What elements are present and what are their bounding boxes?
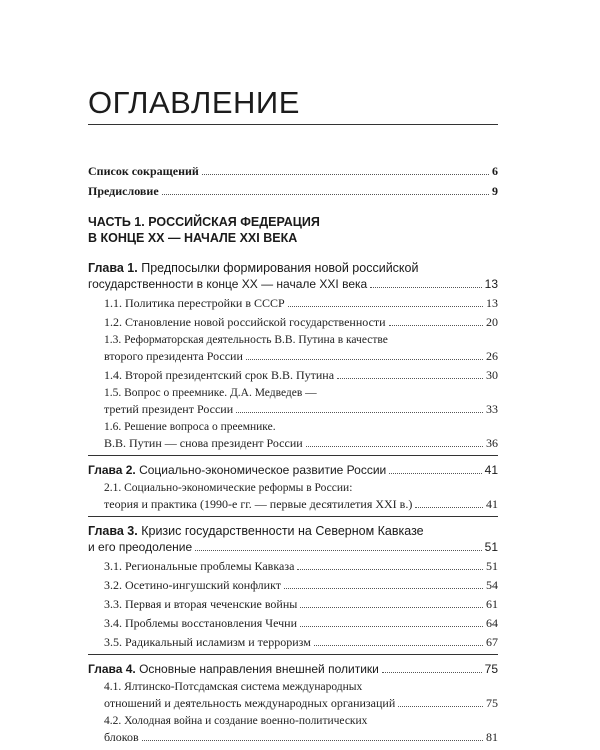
section-page: 81	[486, 730, 498, 744]
chapter-title-line2	[88, 539, 498, 555]
section-entry[interactable]	[88, 596, 498, 612]
chapter-page: 13	[484, 277, 498, 291]
chapter-entry[interactable]	[88, 260, 498, 456]
dot-leader	[337, 378, 483, 379]
dot-leader	[389, 325, 483, 326]
chapter-title-text: и его преодоление	[88, 540, 193, 554]
section-page: 61	[486, 597, 498, 611]
section-title: 1.2. Становление новой российской государственности	[104, 315, 386, 329]
front-matter	[88, 163, 498, 199]
section-title-line1: 4.2. Холодная война и создание военно-политических	[104, 715, 368, 727]
dot-leader	[236, 412, 483, 413]
chapter-title-line1	[88, 523, 498, 539]
section-title-line1: 1.3. Реформаторская деятельность В.В. Путина в качестве	[104, 334, 388, 346]
part-heading-line1: ЧАСТЬ 1. РОССИЙСКАЯ ФЕДЕРАЦИЯ	[88, 215, 320, 229]
dot-leader	[314, 645, 483, 646]
section-entry[interactable]	[88, 367, 498, 383]
chapter-title-text: Предпосылки формирования новой российской	[141, 261, 419, 275]
section-page: 33	[486, 402, 498, 416]
section-page: 51	[486, 559, 498, 573]
section-title-line1: 4.1. Ялтинско-Потсдамская система международных	[104, 681, 363, 693]
dot-leader	[398, 706, 483, 707]
section-title-line	[104, 695, 498, 711]
part-heading-line2: В КОНЦЕ XX — НАЧАЛЕ XXI ВЕКА	[88, 231, 298, 245]
section-title-line	[104, 577, 498, 593]
chapter-title	[88, 661, 379, 677]
chapter-number: Глава 4.	[88, 662, 136, 676]
section-page: 64	[486, 616, 498, 630]
chapters	[88, 260, 498, 745]
section-title: отношений и деятельность международных организаций	[104, 696, 396, 710]
section-title-line	[104, 596, 498, 612]
dot-leader	[142, 740, 483, 741]
section-title: В.В. Путин — снова президент России	[104, 436, 303, 450]
dot-leader	[202, 174, 489, 175]
chapter-heading	[88, 661, 498, 677]
dot-leader	[297, 569, 483, 570]
chapter-title-text: Кризис государственности на Северном Кавказе	[141, 524, 424, 538]
section-entry[interactable]	[88, 420, 498, 451]
section-page: 26	[486, 349, 498, 363]
section-title-line	[104, 615, 498, 631]
toc-entry-label: Предисловие	[88, 184, 159, 198]
chapter-divider	[88, 455, 498, 456]
part-heading	[88, 214, 498, 246]
chapter-entry[interactable]	[88, 523, 498, 655]
chapter-entry[interactable]	[88, 661, 498, 745]
section-title-line	[104, 367, 498, 383]
chapter-number: Глава 2.	[88, 463, 136, 477]
chapter-title-text: Социально-экономическое развитие России	[139, 463, 387, 477]
section-entry[interactable]	[88, 714, 498, 745]
toc-entry[interactable]	[88, 183, 498, 199]
dot-leader	[162, 194, 489, 195]
section-entry[interactable]	[88, 333, 498, 364]
dot-leader	[246, 359, 483, 360]
section-entry[interactable]	[88, 314, 498, 330]
chapter-title-text: Основные направления внешней политики	[139, 662, 379, 676]
dot-leader	[306, 446, 483, 447]
toc-entry-page: 6	[492, 164, 498, 178]
section-page: 36	[486, 436, 498, 450]
section-title-line	[104, 314, 498, 330]
section-title: 1.1. Политика перестройки в СССР	[104, 296, 285, 310]
dot-leader	[382, 672, 482, 673]
section-title-line	[104, 496, 498, 512]
chapter-entry[interactable]	[88, 462, 498, 517]
chapter-divider	[88, 654, 498, 655]
section-page: 67	[486, 635, 498, 649]
section-entry[interactable]	[88, 558, 498, 574]
chapter-title	[88, 462, 386, 478]
section-entry[interactable]	[88, 481, 498, 512]
dot-leader	[300, 607, 483, 608]
section-title: 3.2. Осетино-ингушский конфликт	[104, 578, 281, 592]
chapter-divider	[88, 516, 498, 517]
section-page: 13	[486, 296, 498, 310]
section-entry[interactable]	[88, 295, 498, 311]
table-of-contents	[88, 163, 498, 745]
chapter-title-line	[88, 661, 498, 677]
section-title: третий президент России	[104, 402, 234, 416]
title-rule	[88, 124, 498, 125]
chapter-heading	[88, 523, 498, 555]
dot-leader	[300, 626, 483, 627]
section-title-line	[104, 729, 498, 745]
section-title: 3.4. Проблемы восстановления Чечни	[104, 616, 298, 630]
chapter-title-line	[88, 462, 498, 478]
section-title-line1: 1.5. Вопрос о преемнике. Д.А. Медведев —	[104, 387, 317, 399]
chapter-page: 41	[484, 463, 498, 477]
section-page: 75	[486, 696, 498, 710]
section-title: 3.1. Региональные проблемы Кавказа	[104, 559, 295, 573]
dot-leader	[288, 306, 483, 307]
toc-entry[interactable]	[88, 163, 498, 179]
dot-leader	[389, 473, 481, 474]
section-entry[interactable]	[88, 634, 498, 650]
section-page: 41	[486, 497, 498, 511]
dot-leader	[284, 588, 483, 589]
chapter-title-text: государственности в конце XX — начале XXI века	[88, 277, 368, 291]
section-title: 3.3. Первая и вторая чеченские войны	[104, 597, 298, 611]
chapter-number: Глава 3.	[88, 524, 138, 538]
chapter-page: 75	[484, 662, 498, 676]
section-title-line	[104, 348, 498, 364]
chapter-number: Глава 1.	[88, 261, 138, 275]
dot-leader	[415, 507, 483, 508]
chapter-heading	[88, 260, 498, 292]
section-title-line	[104, 295, 498, 311]
chapter-title-line2	[88, 276, 498, 292]
section-title: 3.5. Радикальный исламизм и терроризм	[104, 635, 311, 649]
dot-leader	[195, 550, 481, 551]
section-title-line	[104, 435, 498, 451]
section-title: второго президента России	[104, 349, 243, 363]
section-page: 54	[486, 578, 498, 592]
dot-leader	[370, 287, 481, 288]
section-title: теория и практика (1990-е гг. — первые десятилетия XXI в.)	[104, 497, 413, 511]
section-title-line1: 1.6. Решение вопроса о преемнике.	[104, 421, 276, 433]
section-entry[interactable]	[88, 680, 498, 711]
chapter-heading	[88, 462, 498, 478]
section-title-line	[104, 558, 498, 574]
section-entry[interactable]	[88, 386, 498, 417]
toc-entry-label: Список сокращений	[88, 164, 199, 178]
section-title: блоков	[104, 730, 139, 744]
chapter-title-line1	[88, 260, 498, 276]
section-title-line	[104, 401, 498, 417]
section-entry[interactable]	[88, 615, 498, 631]
page-title: ОГЛАВЛЕНИЕ	[88, 85, 300, 120]
section-entry[interactable]	[88, 577, 498, 593]
chapter-page: 51	[484, 540, 498, 554]
section-title-line	[104, 634, 498, 650]
section-page: 30	[486, 368, 498, 382]
section-title-line1: 2.1. Социально-экономические реформы в России:	[104, 482, 353, 494]
toc-entry-page: 9	[492, 184, 498, 198]
section-page: 20	[486, 315, 498, 329]
section-title: 1.4. Второй президентский срок В.В. Путина	[104, 368, 335, 382]
